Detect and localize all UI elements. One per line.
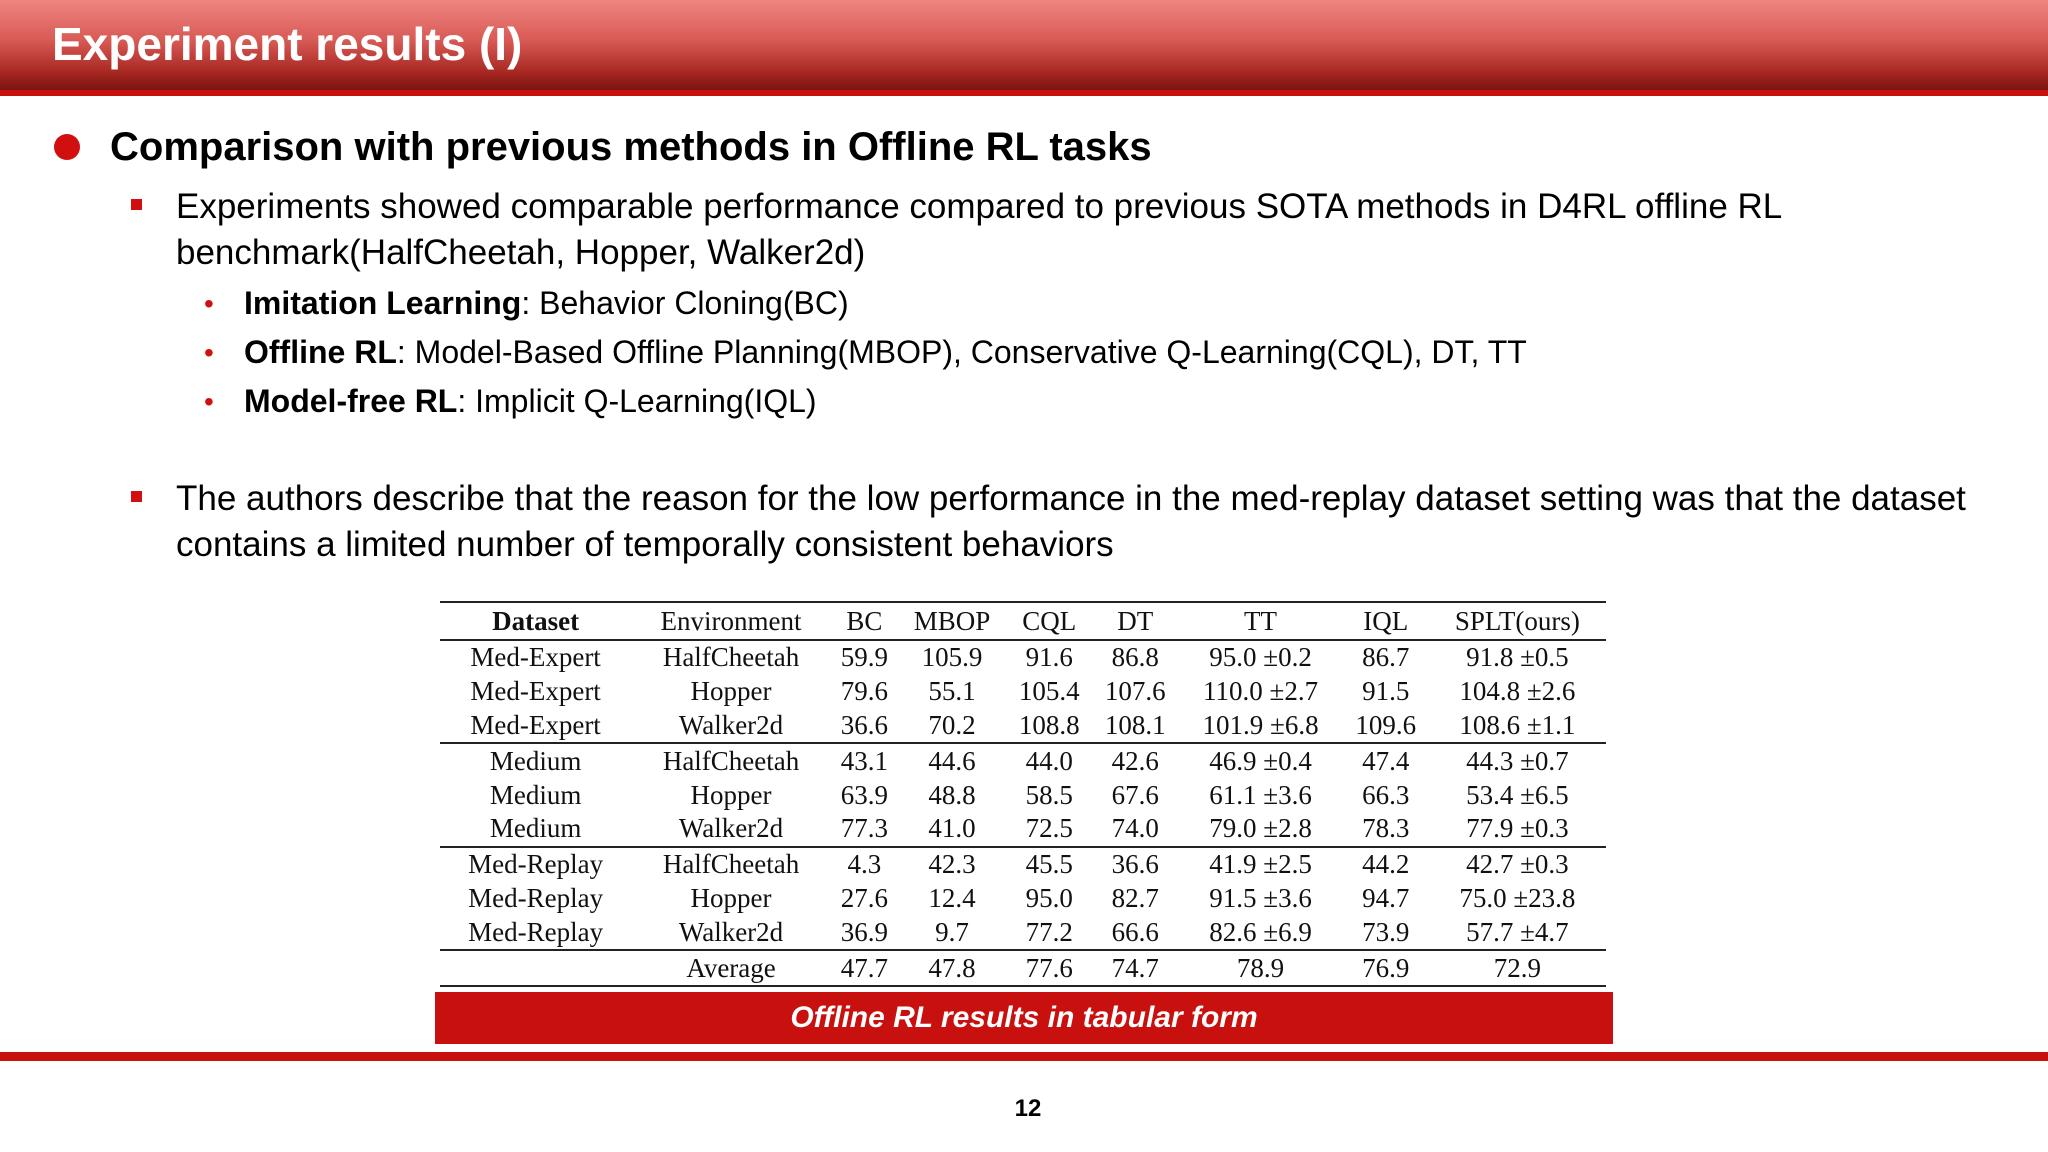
table-cell: 55.1	[928, 676, 976, 707]
table-cell: 42.3	[898, 847, 1006, 882]
table-header-cell: TT	[1178, 602, 1342, 640]
table-cell: Walker2d	[678, 709, 784, 740]
table-row	[440, 882, 1606, 916]
table-cell: Walker2d	[678, 813, 784, 844]
sub-item-offline-bold: Offline RL	[244, 334, 397, 370]
table-cell: 107.6	[1104, 676, 1166, 707]
table-cell: 95.0	[1025, 882, 1073, 913]
page-number: 12	[1014, 1095, 1042, 1122]
table-cell: 46.9 ±0.4	[1178, 743, 1342, 778]
table-cell: 47.8	[898, 950, 1006, 986]
point-med-replay: The authors describe that the reason for the low performance in the med-replay dataset setting was that the dataset contains a limited number of temporally consistent behaviors	[176, 479, 1966, 564]
table-cell: 86.8	[1111, 642, 1159, 673]
table-cell: Medium	[489, 813, 582, 844]
sub-item-modelfree	[244, 377, 817, 426]
sub-item-offline	[244, 328, 1527, 377]
table-cell: 58.5	[1025, 779, 1073, 810]
table-cell: HalfCheetah	[631, 847, 831, 882]
table-cell: 108.8	[1018, 709, 1080, 740]
table-cell: 42.6	[1092, 743, 1178, 778]
table-cell: Medium	[440, 743, 631, 778]
table-cell: 109.6	[1355, 709, 1417, 740]
table-cell: Average	[631, 950, 831, 986]
table-caption: Offline RL results in tabular form	[435, 992, 1613, 1044]
table-cell: 78.9	[1178, 950, 1342, 986]
table-cell: 91.5	[1362, 676, 1410, 707]
round-bullet-icon	[54, 134, 80, 160]
table-cell: 101.9 ±6.8	[1202, 709, 1319, 740]
table-row	[440, 950, 1606, 986]
table-cell: 36.6	[1092, 847, 1178, 882]
table-cell: Med-Replay	[440, 847, 631, 882]
table-header-cell: CQL	[1006, 602, 1092, 640]
table-cell: Walker2d	[678, 916, 784, 947]
table-cell: 110.0 ±2.7	[1203, 676, 1319, 707]
table-row	[440, 847, 1606, 882]
table-cell: 73.9	[1362, 916, 1410, 947]
table-cell: 108.1	[1104, 709, 1166, 740]
table-cell: 104.8 ±2.6	[1459, 676, 1576, 707]
table-cell: 76.9	[1343, 950, 1429, 986]
title-bar-underline	[0, 90, 2048, 96]
table-cell: HalfCheetah	[631, 743, 831, 778]
table-cell: 44.6	[898, 743, 1006, 778]
footer-line	[0, 1052, 2048, 1061]
table-cell: Med-Replay	[468, 882, 604, 913]
table-cell: 77.2	[1025, 916, 1073, 947]
sub-item-imitation	[244, 279, 849, 328]
table-cell: 72.9	[1429, 950, 1606, 986]
table-header-cell: Dataset	[440, 602, 631, 640]
table-row	[440, 812, 1606, 847]
table-cell: 61.1 ±3.6	[1209, 779, 1312, 810]
table-cell: 86.7	[1362, 642, 1410, 673]
table-header-row	[440, 602, 1606, 640]
table-cell: 108.6 ±1.1	[1459, 709, 1576, 740]
table-header-cell: Environment	[631, 602, 831, 640]
table-header-cell: DT	[1092, 602, 1178, 640]
table-cell: 66.6	[1111, 916, 1159, 947]
table-cell: Med-Expert	[470, 642, 601, 673]
table-cell: 53.4 ±6.5	[1466, 779, 1569, 810]
table-row	[440, 709, 1606, 744]
table-cell: Med-Expert	[470, 676, 601, 707]
table-row	[440, 915, 1606, 950]
table-cell: 67.6	[1111, 779, 1159, 810]
table-cell: 82.7	[1111, 882, 1159, 913]
sub-bullet-icon: •	[204, 386, 214, 417]
table-cell: 47.7	[831, 950, 898, 986]
table-cell: 105.4	[1018, 676, 1080, 707]
table-cell: 59.9	[840, 642, 888, 673]
table-cell: Hopper	[690, 779, 772, 810]
table-cell: Med-Expert	[470, 709, 601, 740]
table-cell: 36.6	[840, 709, 888, 740]
table-row	[440, 675, 1606, 709]
table-cell: 47.4	[1343, 743, 1429, 778]
table-cell: 95.0 ±0.2	[1209, 642, 1312, 673]
table-cell: 42.7 ±0.3	[1429, 847, 1606, 882]
table-cell: 44.0	[1006, 743, 1092, 778]
sub-bullet-icon: •	[204, 288, 214, 319]
sub-item-offline-text: : Model-Based Offline Planning(MBOP), Conservative Q-Learning(CQL), DT, TT	[396, 334, 1527, 370]
table-cell: 57.7 ±4.7	[1466, 916, 1569, 947]
table-cell: 43.1	[831, 743, 898, 778]
table-header-cell: SPLT(ours)	[1429, 602, 1606, 640]
table-cell: 66.3	[1362, 779, 1410, 810]
table-cell: 91.6	[1025, 642, 1073, 673]
table-cell: Hopper	[690, 882, 772, 913]
results-table	[440, 601, 1606, 987]
table-cell: 70.2	[928, 709, 976, 740]
table-cell: 82.6 ±6.9	[1209, 916, 1312, 947]
table-row	[440, 640, 1606, 675]
table-cell: 77.3	[840, 813, 888, 844]
table-header-cell: MBOP	[898, 602, 1006, 640]
results-table-container	[440, 601, 1606, 987]
table-cell: 77.6	[1006, 950, 1092, 986]
table-cell: 45.5	[1006, 847, 1092, 882]
table-body	[440, 640, 1606, 986]
table-cell: HalfCheetah	[662, 642, 800, 673]
table-cell	[440, 950, 631, 986]
table-cell: 79.6	[840, 676, 888, 707]
sub-item-modelfree-text: : Implicit Q-Learning(IQL)	[457, 383, 817, 419]
table-cell: 63.9	[840, 779, 888, 810]
point-experiments: Experiments showed comparable performance compared to previous SOTA methods in D4RL offline RL benchmark(HalfCheetah, Hopper, Walker2d)	[176, 187, 1781, 272]
sub-item-imitation-bold: Imitation Learning	[244, 285, 522, 321]
table-cell: Med-Replay	[468, 916, 604, 947]
table-cell: 94.7	[1362, 882, 1410, 913]
table-cell: 9.7	[935, 916, 969, 947]
table-cell: 74.7	[1092, 950, 1178, 986]
table-cell: 12.4	[928, 882, 976, 913]
table-cell: 74.0	[1111, 813, 1159, 844]
sub-bullet-icon: •	[204, 337, 214, 368]
table-cell: 41.9 ±2.5	[1178, 847, 1342, 882]
sub-item-imitation-text: : Behavior Cloning(BC)	[521, 285, 849, 321]
square-bullet-icon	[131, 491, 142, 502]
table-header-cell: BC	[831, 602, 898, 640]
table-cell: 48.8	[928, 779, 976, 810]
table-cell: 4.3	[831, 847, 898, 882]
table-cell: 44.2	[1343, 847, 1429, 882]
table-cell: 41.0	[928, 813, 976, 844]
table-cell: 91.8 ±0.5	[1466, 642, 1569, 673]
table-cell: 91.5 ±3.6	[1209, 882, 1312, 913]
table-cell: 78.3	[1362, 813, 1410, 844]
table-cell: 72.5	[1025, 813, 1073, 844]
table-row	[440, 778, 1606, 812]
table-cell: Hopper	[690, 676, 772, 707]
table-cell: Medium	[489, 779, 582, 810]
table-cell: 75.0 ±23.8	[1459, 882, 1576, 913]
table-cell: 77.9 ±0.3	[1466, 813, 1569, 844]
square-bullet-icon	[131, 199, 142, 210]
sub-item-modelfree-bold: Model-free RL	[244, 383, 458, 419]
main-heading: Comparison with previous methods in Offline RL tasks	[110, 125, 1152, 169]
table-row	[440, 743, 1606, 778]
table-cell: 27.6	[840, 882, 888, 913]
table-cell: 44.3 ±0.7	[1429, 743, 1606, 778]
slide-title: Experiment results (I)	[52, 18, 523, 70]
table-cell: 105.9	[921, 642, 983, 673]
table-cell: 36.9	[840, 916, 888, 947]
table-header-cell: IQL	[1343, 602, 1429, 640]
table-cell: 79.0 ±2.8	[1209, 813, 1312, 844]
